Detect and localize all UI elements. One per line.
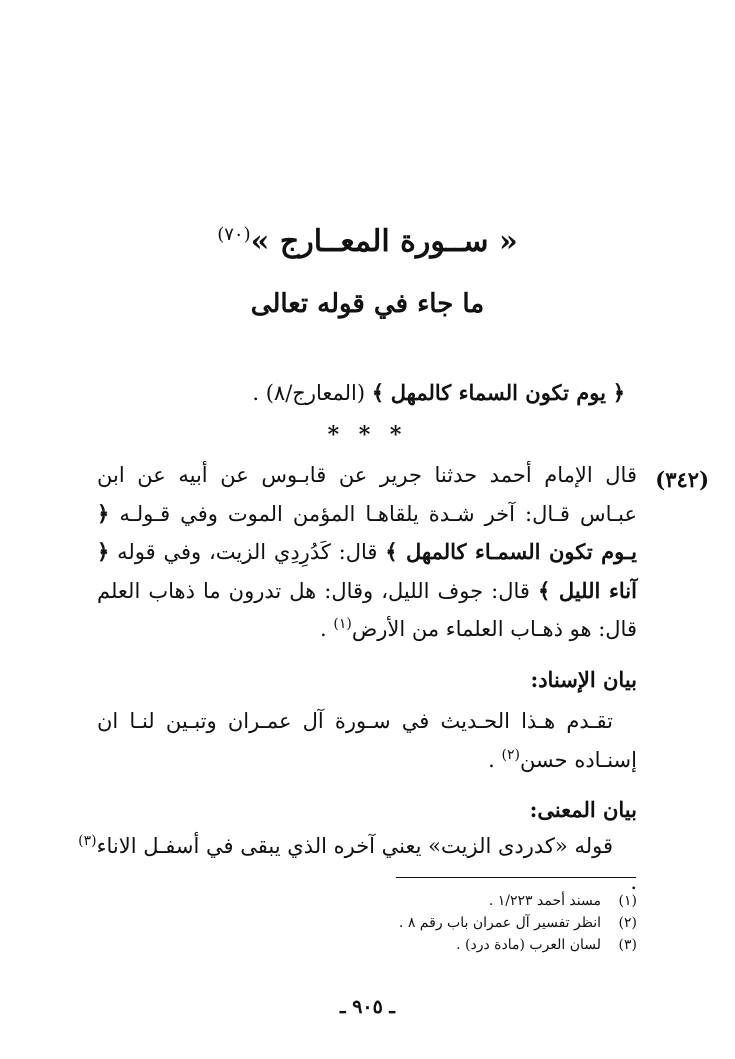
- verse-close-bracket: ﴾: [371, 380, 385, 405]
- hadith-text-part-3: قال: جوف الليل، وقال: هل تدرون ما ذهاب العلم قال: هو ذهـاب العلماء من الأرض: [97, 578, 637, 641]
- hadith-text-part-1: قال الإمام أحمد حدثنا جرير عن قابـوس عن أبيه عن ابن عبـاس قـال: آخر شـدة يلقاهـا المؤمن الموت وفي قـولـه: [97, 463, 637, 526]
- hadith-end: .: [320, 617, 334, 641]
- hadith-footnote-ref: (١): [333, 616, 352, 632]
- meaning-heading: بيان المعنى:: [529, 797, 637, 822]
- meaning-end: .: [630, 870, 637, 894]
- verse-reference: (المعارج/٨) .: [252, 381, 366, 405]
- footnotes-list: [97, 890, 637, 956]
- isnad-footnote-ref: (٢): [501, 746, 520, 763]
- verse-text: يوم تكون السماء كالمهل: [390, 380, 606, 405]
- footnote-number: (٢): [618, 915, 637, 931]
- hadith-text-part-2: قال: كَدُرِدِي الزيت، وفي قوله: [109, 540, 386, 564]
- verse-open-bracket: ﴿: [612, 380, 625, 405]
- surah-footnote-ref: (٧٠): [217, 224, 251, 245]
- hadith-text: [97, 456, 637, 649]
- chapter-subtitle: ما جاء في قوله تعالى: [250, 289, 485, 319]
- footnote-text: مسند أحمد ١/٢٢٣ .: [488, 893, 601, 909]
- footnote-number: (١): [618, 893, 637, 909]
- quranic-verse: [105, 376, 625, 410]
- footnote-item: [97, 912, 637, 934]
- hadith-number: (٣٤٢): [655, 467, 709, 492]
- meaning-text-body: قوله «كدردى الزيت» يعني آخره الذي يبقى في أسفـل الاناء: [96, 834, 613, 858]
- footnote-number: (٣): [618, 937, 637, 953]
- hadith-quote-1: ﴿ يـوم تكون السمـاء كالمهل ﴾: [97, 500, 637, 564]
- footnote-item: [97, 890, 637, 912]
- hadith-quote-2: ﴿ آناء الليل ﴾: [97, 539, 637, 603]
- surah-title: [0, 222, 735, 262]
- surah-title-text: « ســورة المعــارج »: [250, 224, 518, 259]
- isnad-end: .: [488, 747, 502, 772]
- footnote-divider: [396, 877, 636, 878]
- isnad-text: [97, 702, 637, 779]
- footnote-text: انظر تفسير آل عمران باب رقم ٨ .: [398, 915, 601, 931]
- isnad-heading: بيان الإسناد:: [530, 667, 637, 692]
- page-number: ـ ٩٠٥ ـ: [340, 996, 395, 1018]
- isnad-text-body: تقـدم هـذا الحـديث في سـورة آل عمـران وتبـين لنـا ان إسنـاده حسن: [97, 709, 637, 772]
- section-separator: * * *: [327, 422, 408, 448]
- footnote-text: لسان العرب (مادة درد) .: [456, 937, 601, 953]
- footnote-item: [97, 934, 637, 956]
- meaning-footnote-ref: (٣): [78, 833, 97, 849]
